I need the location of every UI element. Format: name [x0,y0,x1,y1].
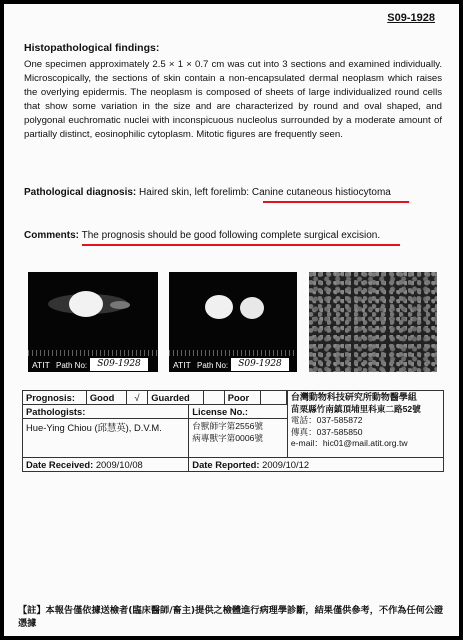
diagnosis-value: Canine cutaneous histiocytoma [251,187,391,198]
report-page [4,4,459,636]
license-2: 病專獸字第0006號 [192,433,263,443]
org-address: 苗栗縣竹南鎮頂埔里科東二路52號 [290,403,421,414]
prognosis-poor-box [260,391,286,404]
ruler [28,350,158,356]
ruler [169,350,297,356]
prognosis-guarded-box [203,391,224,404]
dates-row [23,458,444,472]
comments-line [24,230,380,241]
diagnosis-underline [263,201,409,203]
prognosis-label: Prognosis: [23,391,86,404]
pathologist-name: Hue-Ying Chiou (邱慧英), D.V.M. [23,419,189,458]
report-code: S09-1928 [387,12,435,24]
specimen-photo-2 [169,272,297,372]
comments-label: Comments: [24,230,80,241]
org-email: e-mail：hic01@mail.atit.org.tw [290,438,408,448]
comments-value: The prognosis should be good following complete surgical excision. [81,230,381,241]
org-name: 台灣動物科技研究所動物醫學組 [290,392,417,402]
date-reported-cell [189,458,444,472]
prognosis-cell [23,391,288,405]
specimen-image-1 [28,272,158,372]
license-1: 台獸師字第2556號 [192,421,263,431]
prognosis-poor: Poor [224,391,260,404]
photo-brand: ATIT [173,360,191,370]
diagnosis-label: Pathological diagnosis: [24,187,137,198]
org-fax: 傳真：037-585850 [290,426,363,437]
photo-path-label: Path No: [56,361,88,370]
specimen-photo-1 [28,272,158,372]
photo-path-number: S09-1928 [90,358,148,371]
micrograph-texture [309,272,437,372]
date-reported: 2009/10/12 [262,459,310,470]
prognosis-good: Good [86,391,126,404]
comments-underline [82,244,400,246]
diagnosis-line [24,187,391,198]
date-reported-label: Date Reported: [192,459,260,470]
org-cell [287,391,443,458]
org-phone: 電話：037-585872 [290,415,363,425]
license-label: License No.: [189,405,288,419]
date-received-cell [23,458,189,472]
date-received: 2009/10/08 [95,459,143,470]
license-cell [189,419,288,458]
date-received-label: Date Received: [26,459,94,470]
histo-title: Histopathological findings: [24,42,160,54]
photo-path-number: S09-1928 [231,358,289,371]
histo-text: One specimen approximately 2.5 × 1 × 0.7 cm was cut into 3 sections and examined individually. Microscopically, the sections of skin contain a non-encapsulated dermal neoplasm which raises the overlying epidermis. The neoplasm is composed of sheets of large individualized round cells that show some variation in the size and are characterized by round and oval shaped, and polygonal euchromatic nuclei with inconspicuous nucleolus surrounded by a moderate amount of partially distinct, eosinophilic cytoplasm. Mitotic figures are frequently seen. [24,59,442,140]
photo-path-label: Path No: [197,361,229,370]
report-info-table [22,390,444,472]
prognosis-row [23,391,444,405]
prognosis-guarded: Guarded [148,391,204,404]
diagnosis-site: Haired skin, left forelimb: [139,187,250,198]
specimen-image-2 [169,272,297,372]
pathologists-label: Pathologists: [23,405,189,419]
prognosis-check: √ [126,391,148,404]
prognosis-table [23,391,287,404]
disclaimer-footer: 【註】本報告僅依據送檢者(臨床醫師/畜主)提供之檢體進行病理學診斷，結果僅供參考，不作為任何公證憑據 [18,605,444,629]
micrograph-photo [309,272,437,372]
photo-brand: ATIT [32,360,50,370]
